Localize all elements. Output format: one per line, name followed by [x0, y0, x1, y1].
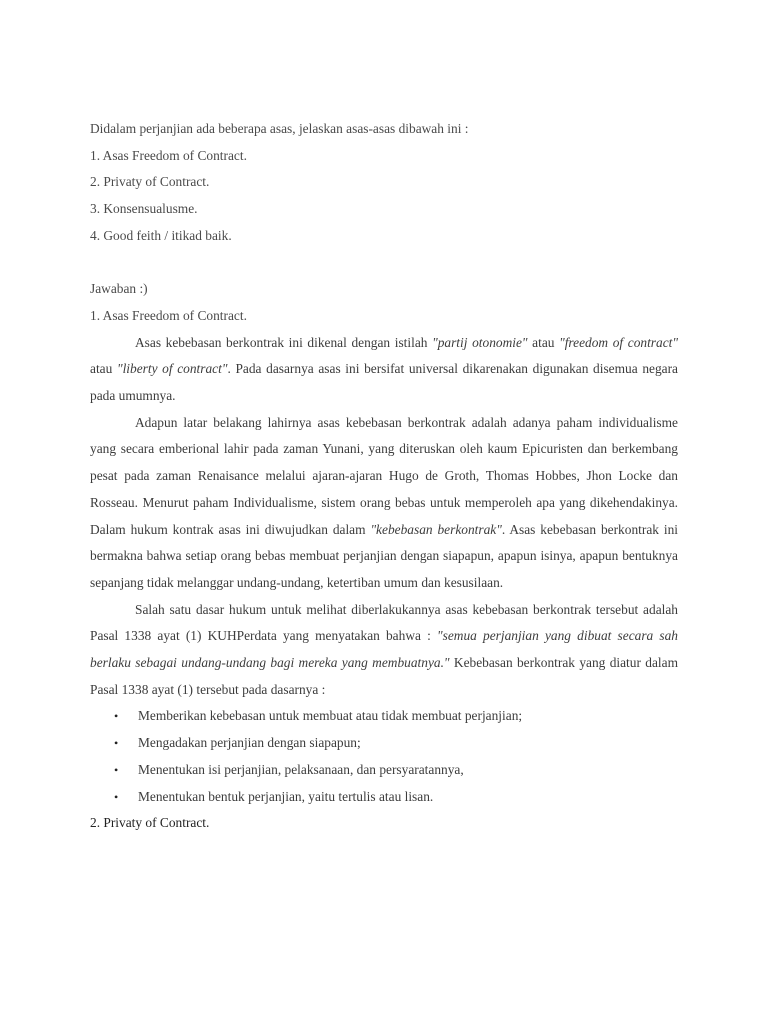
- paragraph-2-text-2: . Asas kebebasan berkontrak ini bermakna bahwa setiap orang bebas membuat perjanjian dengan siapapun, apapun isinya, apapun bentuknya sepanjang tidak melanggar undang-undang, ketertiban umum dan kesusilaan.: [90, 521, 678, 590]
- bullet-icon: •: [114, 709, 119, 724]
- paragraph-1-italic-3: "liberty of contract": [116, 361, 228, 377]
- bullet-icon: •: [114, 736, 119, 751]
- question-intro: Didalam perjanjian ada beberapa asas, jelaskan asas-asas dibawah ini :: [90, 121, 469, 136]
- question-item-3: 3. Konsensualusme.: [90, 201, 198, 217]
- bullet-icon: •: [114, 762, 119, 777]
- paragraph-1-text-2: atau: [527, 334, 560, 350]
- answer-label: Jawaban :): [90, 281, 148, 297]
- paragraph-2: [90, 410, 678, 597]
- list-item-text: Memberikan kebebasan untuk membuat atau tidak membuat perjanjian;: [138, 708, 523, 724]
- section-2-title: Privaty of Contract: [103, 815, 207, 831]
- list-item-text: Mengadakan perjanjian dengan siapapun;: [138, 735, 361, 751]
- list-item: [90, 730, 678, 757]
- paragraph-3-italic-1: "semua perjanjian yang dibuat secara sah berlaku sebagai undang-undang bagi mereka yang membuatnya.": [90, 628, 679, 671]
- section-1-heading: 1. Asas Freedom of Contract.: [90, 307, 247, 323]
- bullet-list: [90, 703, 678, 810]
- list-item-text: Menentukan isi perjanjian, pelaksanaan, dan persyaratannya,: [138, 761, 464, 777]
- paragraph-1-italic-2: "freedom of contract": [559, 334, 678, 350]
- paragraph-2-text-1: Adapun latar belakang lahirnya asas kebebasan berkontrak adalah adanya paham individualisme yang secara emberional lahir pada zaman Yunani, yang diteruskan oleh kaum Epicuristen dan berkembang pesat pada zaman Renaisance melalui ajaran-ajaran Hugo de Groth, Thomas Hobbes, Jhon Locke dan Rosseau. Menurut paham Individualisme, sistem orang bebas untuk memperoleh apa yang dikehendakinya. Dalam hukum kontrak asas ini diwujudkan dalam: [90, 414, 678, 537]
- section-2-suffix: .: [206, 815, 210, 831]
- paragraph-3-text-2: Kebebasan berkontrak yang diatur dalam Pasal 1338 ayat (1) tersebut pada dasarnya :: [90, 655, 678, 697]
- question-item-4: 4. Good feith / itikad baik.: [90, 227, 232, 243]
- paragraph-1-italic-1: "partij otonomie": [432, 334, 528, 350]
- paragraph-1-text-4: . Pada dasarnya asas ini bersifat universal dikarenakan digunakan disemua negara pada umumnya.: [90, 361, 678, 404]
- paragraph-2-italic-1: "kebebasan berkontrak": [370, 521, 502, 537]
- paragraph-3: [90, 597, 678, 704]
- paragraph-1-text-3: atau: [90, 361, 117, 377]
- paragraph-3-text-1: Salah satu dasar hukum untuk melihat diberlakukannya asas kebebasan berkontrak tersebut adalah Pasal 1338 ayat (1) KUHPerdata yang menyatakan bahwa :: [90, 601, 678, 644]
- bullet-icon: •: [114, 789, 119, 804]
- question-item-2: 2. Privaty of Contract.: [90, 174, 210, 190]
- paragraph-1: [90, 330, 678, 410]
- list-item: [90, 784, 678, 811]
- list-item: [90, 757, 678, 784]
- section-2-heading: [90, 810, 678, 837]
- document-body: [90, 116, 678, 837]
- question-item-1: 1. Asas Freedom of Contract.: [90, 147, 247, 163]
- spacer: [90, 250, 678, 277]
- paragraph-1-text-1: Asas kebebasan berkontrak ini dikenal dengan istilah: [135, 334, 433, 350]
- list-item: [90, 703, 678, 730]
- section-2-prefix: 2.: [90, 815, 104, 831]
- list-item-text: Menentukan bentuk perjanjian, yaitu tertulis atau lisan.: [138, 788, 434, 804]
